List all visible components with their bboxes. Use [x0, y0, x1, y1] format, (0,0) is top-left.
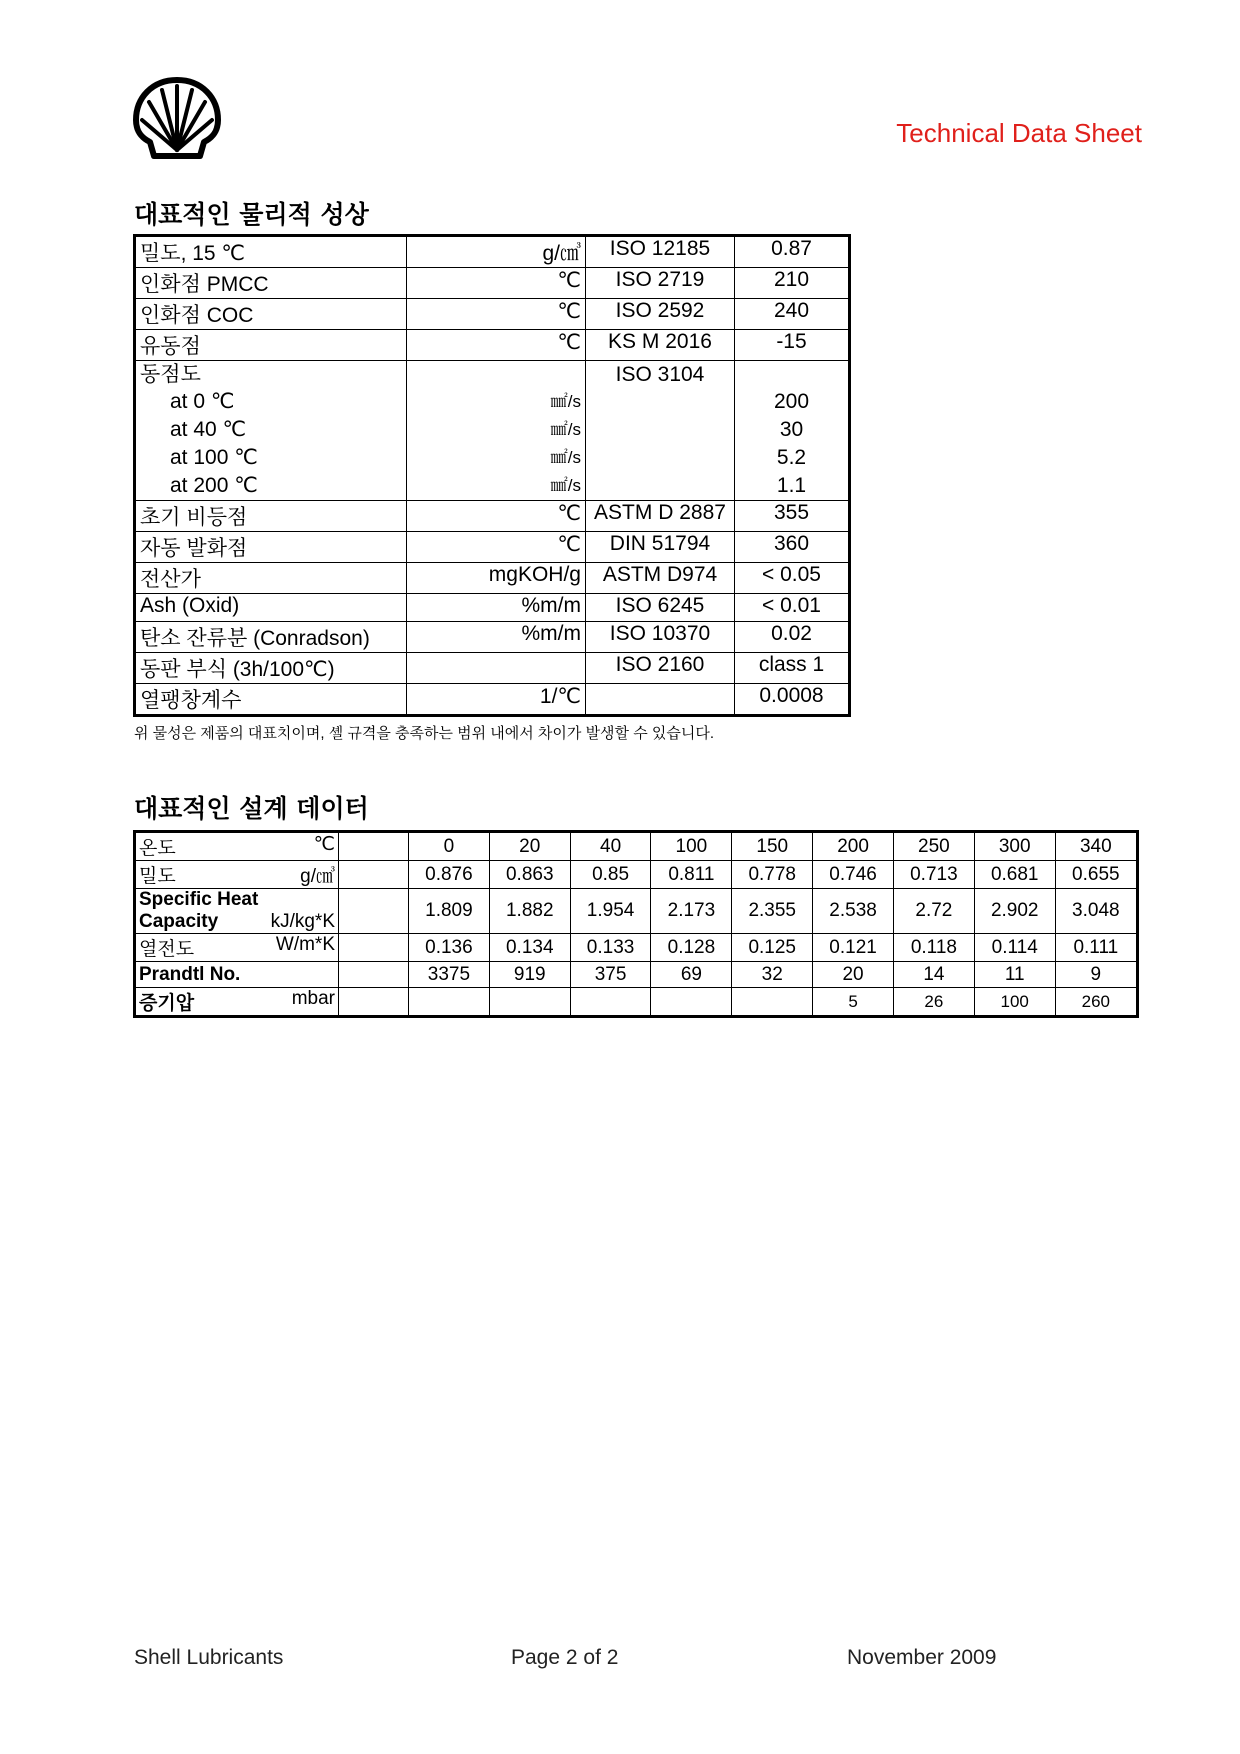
viscosity-sub-method-blank [586, 388, 734, 416]
property-method: ISO 2719 [586, 268, 735, 299]
property-row [135, 594, 850, 622]
property-method: DIN 51794 [586, 532, 735, 563]
design-value: 2.355 [732, 889, 813, 934]
property-row [135, 622, 850, 653]
property-row [135, 653, 850, 684]
design-label: 증기압 [139, 993, 195, 1014]
viscosity-value-blank [735, 361, 848, 388]
design-value: 0.136 [409, 934, 490, 962]
property-unit: 1/℃ [407, 684, 586, 716]
design-value: 26 [893, 988, 974, 1017]
design-value: 0.863 [489, 861, 570, 889]
design-value: 32 [732, 962, 813, 988]
design-row [135, 832, 1138, 861]
viscosity-sub-method-blank [586, 416, 734, 444]
viscosity-sub-value: 1.1 [776, 474, 807, 497]
section-heading-design: 대표적인 설계 데이터 [134, 794, 369, 823]
property-row-viscosity [135, 361, 850, 501]
property-unit: %m/m [407, 594, 586, 622]
property-unit: ℃ [407, 330, 586, 361]
property-unit: ℃ [407, 268, 586, 299]
design-value [651, 988, 732, 1017]
design-value: 100 [974, 988, 1055, 1017]
design-value: 0.681 [974, 861, 1055, 889]
design-unit: mbar [291, 988, 335, 1009]
property-row [135, 299, 850, 330]
design-value: 0.128 [651, 934, 732, 962]
properties-footnote: 위 물성은 제품의 대표치이며, 셸 규격을 충족하는 범위 내에서 차이가 발생할 수 있습니다. [134, 725, 714, 742]
design-row [135, 861, 1138, 889]
design-label-cell [135, 962, 339, 988]
design-value: 919 [489, 962, 570, 988]
design-value: 1.882 [489, 889, 570, 934]
viscosity-sub-value: 200 [773, 390, 810, 413]
design-value: 0.778 [732, 861, 813, 889]
design-value [489, 988, 570, 1017]
design-value: 150 [732, 832, 813, 861]
design-value: 200 [813, 832, 894, 861]
design-value: 11 [974, 962, 1055, 988]
footer-date: November 2009 [847, 1646, 997, 1669]
design-label-cell [135, 934, 339, 962]
footer-page-number: Page 2 of 2 [511, 1646, 619, 1669]
design-value: 0.746 [813, 861, 894, 889]
design-label-cell [135, 861, 339, 889]
property-value: 0.02 [735, 622, 850, 653]
design-value: 340 [1055, 832, 1137, 861]
design-value: 0.655 [1055, 861, 1137, 889]
property-row [135, 501, 850, 532]
design-label-cell [135, 889, 339, 934]
property-unit: mgKOH/g [407, 563, 586, 594]
design-value: 2.538 [813, 889, 894, 934]
design-value: 0.876 [409, 861, 490, 889]
design-value: 1.954 [570, 889, 651, 934]
design-spacer-cell [339, 934, 409, 962]
design-value [409, 988, 490, 1017]
viscosity-sub-name: at 200 ℃ [170, 474, 258, 497]
viscosity-unit-blank [407, 361, 585, 388]
design-spacer-cell [339, 962, 409, 988]
property-unit: ℃ [407, 501, 586, 532]
property-unit: ℃ [407, 299, 586, 330]
design-value: 0.111 [1055, 934, 1137, 962]
property-row [135, 532, 850, 563]
property-unit: ℃ [407, 532, 586, 563]
design-unit: kJ/kg*K [270, 911, 335, 932]
design-value: 0.811 [651, 861, 732, 889]
design-value: 260 [1055, 988, 1137, 1017]
property-method: ISO 6245 [586, 594, 735, 622]
viscosity-name-cell [135, 361, 407, 501]
property-method: ISO 2160 [586, 653, 735, 684]
property-method: KS M 2016 [586, 330, 735, 361]
design-row [135, 962, 1138, 988]
property-method [586, 684, 735, 716]
viscosity-sub-method-blank [586, 444, 734, 472]
property-name: 자동 발화점 [135, 532, 407, 563]
design-value: 0.125 [732, 934, 813, 962]
property-name: 초기 비등점 [135, 501, 407, 532]
property-value: 360 [735, 532, 850, 563]
design-value: 375 [570, 962, 651, 988]
design-unit: ℃ [313, 834, 335, 855]
property-value: -15 [735, 330, 850, 361]
properties-table [133, 234, 851, 717]
design-value: 20 [489, 832, 570, 861]
viscosity-sub-unit: ㎟/s [550, 420, 581, 439]
viscosity-value-cell [735, 361, 850, 501]
property-method: ISO 10370 [586, 622, 735, 653]
property-name: 밀도, 15 ℃ [135, 236, 407, 268]
viscosity-sub-unit: ㎟/s [550, 476, 581, 495]
design-label-cell [135, 988, 339, 1017]
design-spacer-cell [339, 861, 409, 889]
design-value: 14 [893, 962, 974, 988]
design-spacer-cell [339, 988, 409, 1017]
viscosity-method: ISO 3104 [615, 363, 705, 386]
design-value: 0.121 [813, 934, 894, 962]
design-spacer-cell [339, 889, 409, 934]
viscosity-sub-value: 5.2 [776, 446, 807, 469]
property-row [135, 330, 850, 361]
design-value: 1.809 [409, 889, 490, 934]
design-label-cell [135, 832, 339, 861]
design-label: 온도 [139, 838, 176, 859]
property-value: 0.87 [735, 236, 850, 268]
property-value: < 0.01 [735, 594, 850, 622]
design-row [135, 934, 1138, 962]
design-unit: g/㎤ [300, 866, 335, 887]
property-value: 240 [735, 299, 850, 330]
design-value: 40 [570, 832, 651, 861]
viscosity-sub-unit: ㎟/s [550, 448, 581, 467]
design-label: 열전도 [139, 939, 195, 960]
design-label: Specific Heat Capacity [139, 889, 259, 932]
property-name: 탄소 잔류분 (Conradson) [135, 622, 407, 653]
property-row [135, 684, 850, 716]
design-label: Prandtl No. [139, 963, 241, 985]
design-value [570, 988, 651, 1017]
viscosity-method-cell [586, 361, 735, 501]
design-value: 0.133 [570, 934, 651, 962]
design-value: 0.134 [489, 934, 570, 962]
property-unit: %m/m [407, 622, 586, 653]
viscosity-sub-name: at 100 ℃ [170, 446, 258, 469]
property-value: class 1 [735, 653, 850, 684]
design-value: 3.048 [1055, 889, 1137, 934]
design-value: 100 [651, 832, 732, 861]
design-data-table [133, 830, 1139, 1018]
property-unit [407, 653, 586, 684]
design-row [135, 988, 1138, 1017]
design-value: 0.85 [570, 861, 651, 889]
property-method: ISO 2592 [586, 299, 735, 330]
viscosity-sub-name: at 40 ℃ [170, 418, 247, 441]
property-row [135, 268, 850, 299]
design-value: 0 [409, 832, 490, 861]
design-value: 2.902 [974, 889, 1055, 934]
viscosity-sub-name: at 0 ℃ [170, 390, 235, 413]
property-name: 인화점 COC [135, 299, 407, 330]
property-method: ISO 12185 [586, 236, 735, 268]
design-value: 0.713 [893, 861, 974, 889]
viscosity-unit-cell [407, 361, 586, 501]
design-value: 20 [813, 962, 894, 988]
viscosity-sub-method-blank [586, 472, 734, 500]
property-name: 동판 부식 (3h/100℃) [135, 653, 407, 684]
design-value: 0.118 [893, 934, 974, 962]
property-name: 유동점 [135, 330, 407, 361]
shell-logo-icon [132, 76, 222, 160]
design-unit: W/m*K [275, 934, 335, 955]
property-row [135, 236, 850, 268]
design-value: 300 [974, 832, 1055, 861]
design-value: 0.114 [974, 934, 1055, 962]
property-row [135, 563, 850, 594]
footer-company: Shell Lubricants [134, 1646, 284, 1669]
viscosity-sub-unit: ㎟/s [550, 392, 581, 411]
property-value: 210 [735, 268, 850, 299]
property-name: 전산가 [135, 563, 407, 594]
design-value [732, 988, 813, 1017]
design-row [135, 889, 1138, 934]
section-heading-properties: 대표적인 물리적 성상 [134, 200, 369, 229]
property-value: < 0.05 [735, 563, 850, 594]
property-value: 355 [735, 501, 850, 532]
design-value: 3375 [409, 962, 490, 988]
property-name: Ash (Oxid) [135, 594, 407, 622]
property-value: 0.0008 [735, 684, 850, 716]
design-value: 2.173 [651, 889, 732, 934]
design-value: 5 [813, 988, 894, 1017]
property-name: 열팽창계수 [135, 684, 407, 716]
property-method: ASTM D974 [586, 563, 735, 594]
property-unit: g/㎤ [407, 236, 586, 268]
design-value: 2.72 [893, 889, 974, 934]
document-title: Technical Data Sheet [896, 118, 1142, 148]
viscosity-name: 동점도 [140, 363, 201, 386]
property-name: 인화점 PMCC [135, 268, 407, 299]
design-value: 9 [1055, 962, 1137, 988]
design-value: 250 [893, 832, 974, 861]
viscosity-sub-value: 30 [779, 418, 804, 441]
design-spacer-cell [339, 832, 409, 861]
design-value: 69 [651, 962, 732, 988]
property-method: ASTM D 2887 [586, 501, 735, 532]
design-label: 밀도 [139, 866, 176, 887]
